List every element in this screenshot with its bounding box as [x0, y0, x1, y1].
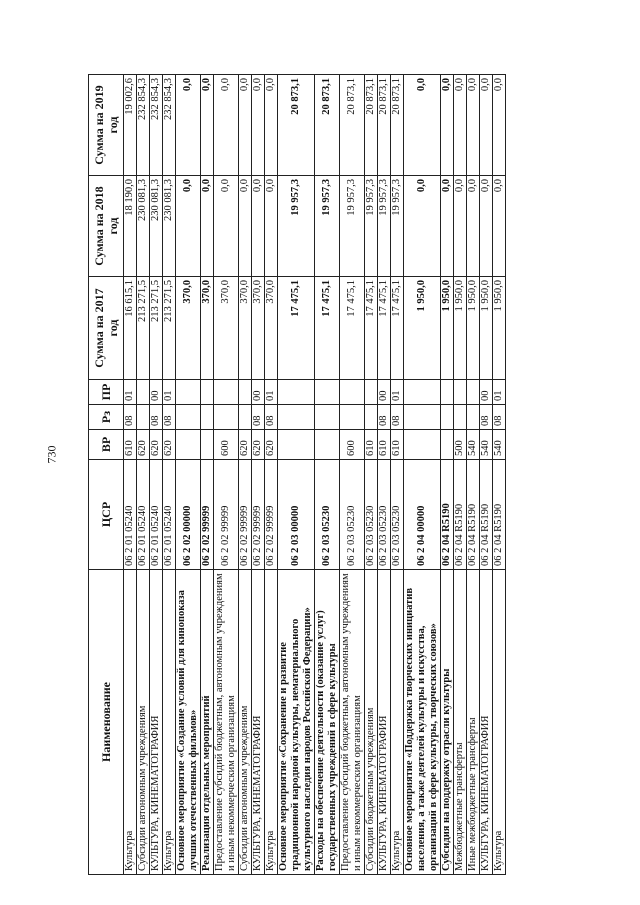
- cell-2019: 19 002,6: [124, 75, 137, 176]
- cell-vr: 540: [493, 430, 506, 460]
- cell-2018: 19 957,3: [378, 176, 391, 277]
- cell-name: Культура: [163, 570, 176, 875]
- table-row: [252, 75, 265, 875]
- table-row: [124, 75, 137, 875]
- cell-2019: 20 873,1: [278, 75, 315, 176]
- table-row: [150, 75, 163, 875]
- cell-vr: 620: [239, 430, 252, 460]
- cell-2018: 19 957,3: [365, 176, 378, 277]
- cell-vr: 540: [467, 430, 480, 460]
- cell-2018: 0,0: [176, 176, 201, 277]
- cell-name: Иные межбюджетные трансферты: [467, 570, 480, 875]
- cell-vr: 620: [150, 430, 163, 460]
- table-row: [467, 75, 480, 875]
- cell-rz: [467, 405, 480, 430]
- cell-2017: 1 950,0: [467, 277, 480, 380]
- cell-pr: 00: [252, 380, 265, 405]
- cell-2017: 17 475,1: [340, 277, 365, 380]
- cell-vr: [441, 430, 454, 460]
- cell-2019: 0,0: [441, 75, 454, 176]
- page-number: 730: [44, 445, 59, 464]
- cell-2018: 0,0: [265, 176, 278, 277]
- cell-2018: 230 081,3: [150, 176, 163, 277]
- cell-2017: 213 271,5: [150, 277, 163, 380]
- cell-2019: 232 854,3: [137, 75, 150, 176]
- cell-name: КУЛЬТУРА, КИНЕМАТОГРАФИЯ: [378, 570, 391, 875]
- table-body: [124, 75, 506, 875]
- cell-rz: [176, 405, 201, 430]
- cell-name: Основное мероприятие «Создание условий для кинопоказа лучших отечественных фильмов»: [176, 570, 201, 875]
- cell-pr: 01: [391, 380, 404, 405]
- cell-rz: [365, 405, 378, 430]
- table-row: [454, 75, 467, 875]
- cell-name: Субсидии автономным учреждениям: [239, 570, 252, 875]
- cell-pr: [214, 380, 239, 405]
- table-row: [365, 75, 378, 875]
- cell-2019: 20 873,1: [378, 75, 391, 176]
- cell-2019: 232 854,3: [163, 75, 176, 176]
- cell-2019: 0,0: [467, 75, 480, 176]
- cell-csr: 06 2 02 99999: [239, 460, 252, 570]
- cell-vr: 610: [378, 430, 391, 460]
- budget-table: [88, 74, 506, 875]
- cell-rz: [137, 405, 150, 430]
- cell-csr: 06 2 03 00000: [278, 460, 315, 570]
- cell-csr: 06 2 02 99999: [201, 460, 214, 570]
- cell-vr: [278, 430, 315, 460]
- cell-name: КУЛЬТУРА, КИНЕМАТОГРАФИЯ: [252, 570, 265, 875]
- cell-rz: 08: [163, 405, 176, 430]
- cell-name: Основное мероприятие «Поддержка творческих инициатив населения, а также деятелей культуры и искусства, организаций в сфере культуры, творческих союзов»: [404, 570, 441, 875]
- cell-2017: 213 271,5: [137, 277, 150, 380]
- cell-name: Основное мероприятие «Сохранение и развитие традиционной народной культуры, нематериального культурного наследия народов Российской Федерации»: [278, 570, 315, 875]
- cell-name: Культура: [124, 570, 137, 875]
- cell-2018: 0,0: [214, 176, 239, 277]
- cell-pr: [239, 380, 252, 405]
- cell-vr: 620: [252, 430, 265, 460]
- cell-vr: 600: [214, 430, 239, 460]
- table-row: [163, 75, 176, 875]
- cell-pr: [441, 380, 454, 405]
- cell-rz: 08: [124, 405, 137, 430]
- cell-name: КУЛЬТУРА, КИНЕМАТОГРАФИЯ: [480, 570, 493, 875]
- cell-name: Культура: [493, 570, 506, 875]
- cell-2019: 20 873,1: [340, 75, 365, 176]
- cell-rz: [315, 405, 340, 430]
- cell-csr: 06 2 02 99999: [265, 460, 278, 570]
- cell-2019: 20 873,1: [315, 75, 340, 176]
- cell-vr: 620: [265, 430, 278, 460]
- cell-2017: 1 950,0: [454, 277, 467, 380]
- cell-pr: [454, 380, 467, 405]
- cell-2018: 0,0: [493, 176, 506, 277]
- table-row: [378, 75, 391, 875]
- cell-2018: 19 957,3: [391, 176, 404, 277]
- cell-vr: 610: [124, 430, 137, 460]
- cell-pr: [315, 380, 340, 405]
- cell-rz: 08: [150, 405, 163, 430]
- cell-pr: 00: [480, 380, 493, 405]
- cell-vr: [404, 430, 441, 460]
- cell-2018: 0,0: [201, 176, 214, 277]
- cell-2018: 0,0: [441, 176, 454, 277]
- header-2019: Сумма на 2019 год: [89, 75, 124, 176]
- cell-2017: 370,0: [176, 277, 201, 380]
- cell-pr: [201, 380, 214, 405]
- header-rz: Рз: [89, 405, 124, 430]
- cell-csr: 06 2 04 00000: [404, 460, 441, 570]
- cell-csr: 06 2 01 05240: [137, 460, 150, 570]
- header-name: Наименование: [89, 570, 124, 875]
- cell-pr: [137, 380, 150, 405]
- cell-name: Расходы на обеспечение деятельности (оказание услуг) государственных учреждений в сфере культуры: [315, 570, 340, 875]
- cell-2019: 0,0: [201, 75, 214, 176]
- table-row: [315, 75, 340, 875]
- cell-csr: 06 2 02 99999: [214, 460, 239, 570]
- cell-name: Реализация отдельных мероприятий: [201, 570, 214, 875]
- cell-name: Культура: [391, 570, 404, 875]
- cell-csr: 06 2 03 05230: [315, 460, 340, 570]
- header-pr: ПР: [89, 380, 124, 405]
- rotated-page: [88, 75, 558, 875]
- cell-2019: 0,0: [480, 75, 493, 176]
- cell-pr: 01: [124, 380, 137, 405]
- cell-csr: 06 2 04 R5190: [480, 460, 493, 570]
- table-row: [441, 75, 454, 875]
- cell-vr: 610: [365, 430, 378, 460]
- cell-2019: 0,0: [252, 75, 265, 176]
- cell-2018: 0,0: [467, 176, 480, 277]
- table-row: [214, 75, 239, 875]
- cell-2017: 370,0: [239, 277, 252, 380]
- table-row: [340, 75, 365, 875]
- cell-csr: 06 2 03 05230: [340, 460, 365, 570]
- cell-vr: 620: [137, 430, 150, 460]
- cell-rz: 08: [493, 405, 506, 430]
- cell-pr: 00: [150, 380, 163, 405]
- cell-2018: 0,0: [239, 176, 252, 277]
- cell-2018: 19 957,3: [340, 176, 365, 277]
- table-row: [278, 75, 315, 875]
- cell-2019: 0,0: [214, 75, 239, 176]
- header-2018: Сумма на 2018 год: [89, 176, 124, 277]
- cell-name: Субсидии автономным учреждениям: [137, 570, 150, 875]
- cell-csr: 06 2 04 R5190: [493, 460, 506, 570]
- cell-2019: 232 854,3: [150, 75, 163, 176]
- cell-2018: 0,0: [454, 176, 467, 277]
- table-row: [493, 75, 506, 875]
- cell-vr: 610: [391, 430, 404, 460]
- cell-2017: 17 475,1: [391, 277, 404, 380]
- cell-2017: 17 475,1: [378, 277, 391, 380]
- header-row: [89, 75, 124, 875]
- table-row: [176, 75, 201, 875]
- cell-vr: 540: [480, 430, 493, 460]
- cell-vr: [315, 430, 340, 460]
- table-row: [239, 75, 252, 875]
- table-row: [201, 75, 214, 875]
- cell-vr: [176, 430, 201, 460]
- cell-name: Предоставление субсидий бюджетным, автономным учреждениям и иным некоммерческим организациям: [340, 570, 365, 875]
- cell-rz: [239, 405, 252, 430]
- cell-2019: 20 873,1: [391, 75, 404, 176]
- cell-rz: 08: [480, 405, 493, 430]
- cell-2019: 20 873,1: [365, 75, 378, 176]
- cell-pr: [176, 380, 201, 405]
- cell-2017: 1 950,0: [480, 277, 493, 380]
- cell-rz: [214, 405, 239, 430]
- cell-2018: 0,0: [404, 176, 441, 277]
- cell-2017: 370,0: [252, 277, 265, 380]
- cell-csr: 06 2 01 05240: [163, 460, 176, 570]
- cell-pr: 01: [265, 380, 278, 405]
- cell-vr: 500: [454, 430, 467, 460]
- cell-2018: 0,0: [480, 176, 493, 277]
- cell-pr: [467, 380, 480, 405]
- cell-2018: 230 081,3: [163, 176, 176, 277]
- cell-csr: 06 2 04 R5190: [454, 460, 467, 570]
- cell-rz: [404, 405, 441, 430]
- cell-2018: 230 081,3: [137, 176, 150, 277]
- table-row: [480, 75, 493, 875]
- cell-rz: [441, 405, 454, 430]
- table-row: [391, 75, 404, 875]
- cell-csr: 06 2 04 R5190: [441, 460, 454, 570]
- cell-name: Культура: [265, 570, 278, 875]
- cell-rz: 08: [265, 405, 278, 430]
- cell-2019: 0,0: [404, 75, 441, 176]
- header-vr: ВР: [89, 430, 124, 460]
- cell-vr: [201, 430, 214, 460]
- cell-vr: 620: [163, 430, 176, 460]
- cell-rz: 08: [252, 405, 265, 430]
- cell-pr: 01: [493, 380, 506, 405]
- cell-rz: [454, 405, 467, 430]
- cell-pr: [278, 380, 315, 405]
- table-row: [137, 75, 150, 875]
- cell-rz: [201, 405, 214, 430]
- cell-2017: 370,0: [201, 277, 214, 380]
- cell-csr: 06 2 04 R5190: [467, 460, 480, 570]
- cell-csr: 06 2 03 05230: [378, 460, 391, 570]
- cell-name: Субсидии бюджетным учреждениям: [365, 570, 378, 875]
- cell-2017: 370,0: [214, 277, 239, 380]
- cell-2017: 1 950,0: [493, 277, 506, 380]
- cell-rz: [278, 405, 315, 430]
- cell-2018: 19 957,3: [278, 176, 315, 277]
- header-csr: ЦСР: [89, 460, 124, 570]
- table-row: [265, 75, 278, 875]
- cell-name: КУЛЬТУРА, КИНЕМАТОГРАФИЯ: [150, 570, 163, 875]
- cell-rz: [340, 405, 365, 430]
- cell-name: Субсидия на поддержку отрасли культуры: [441, 570, 454, 875]
- cell-pr: 00: [378, 380, 391, 405]
- cell-csr: 06 2 03 05230: [391, 460, 404, 570]
- cell-2018: 18 190,0: [124, 176, 137, 277]
- cell-2019: 0,0: [239, 75, 252, 176]
- cell-csr: 06 2 02 99999: [252, 460, 265, 570]
- cell-2019: 0,0: [454, 75, 467, 176]
- cell-2017: 16 615,1: [124, 277, 137, 380]
- cell-2018: 0,0: [252, 176, 265, 277]
- cell-2017: 17 475,1: [278, 277, 315, 380]
- cell-2019: 0,0: [265, 75, 278, 176]
- cell-2019: 0,0: [493, 75, 506, 176]
- cell-2017: 213 271,5: [163, 277, 176, 380]
- cell-name: Межбюджетные трансферты: [454, 570, 467, 875]
- cell-2017: 1 950,0: [404, 277, 441, 380]
- cell-csr: 06 2 03 05230: [365, 460, 378, 570]
- cell-pr: [365, 380, 378, 405]
- cell-name: Предоставление субсидий бюджетным, автономным учреждениям и иным некоммерческим организациям: [214, 570, 239, 875]
- cell-vr: 600: [340, 430, 365, 460]
- cell-pr: [340, 380, 365, 405]
- cell-pr: 01: [163, 380, 176, 405]
- cell-csr: 06 2 01 05240: [150, 460, 163, 570]
- cell-2017: 370,0: [265, 277, 278, 380]
- cell-2019: 0,0: [176, 75, 201, 176]
- header-2017: Сумма на 2017 год: [89, 277, 124, 380]
- cell-csr: 06 2 02 00000: [176, 460, 201, 570]
- table-row: [404, 75, 441, 875]
- cell-2017: 17 475,1: [315, 277, 340, 380]
- cell-csr: 06 2 01 05240: [124, 460, 137, 570]
- cell-2017: 1 950,0: [441, 277, 454, 380]
- cell-pr: [404, 380, 441, 405]
- cell-rz: 08: [391, 405, 404, 430]
- cell-2017: 17 475,1: [365, 277, 378, 380]
- cell-2018: 19 957,3: [315, 176, 340, 277]
- cell-rz: 08: [378, 405, 391, 430]
